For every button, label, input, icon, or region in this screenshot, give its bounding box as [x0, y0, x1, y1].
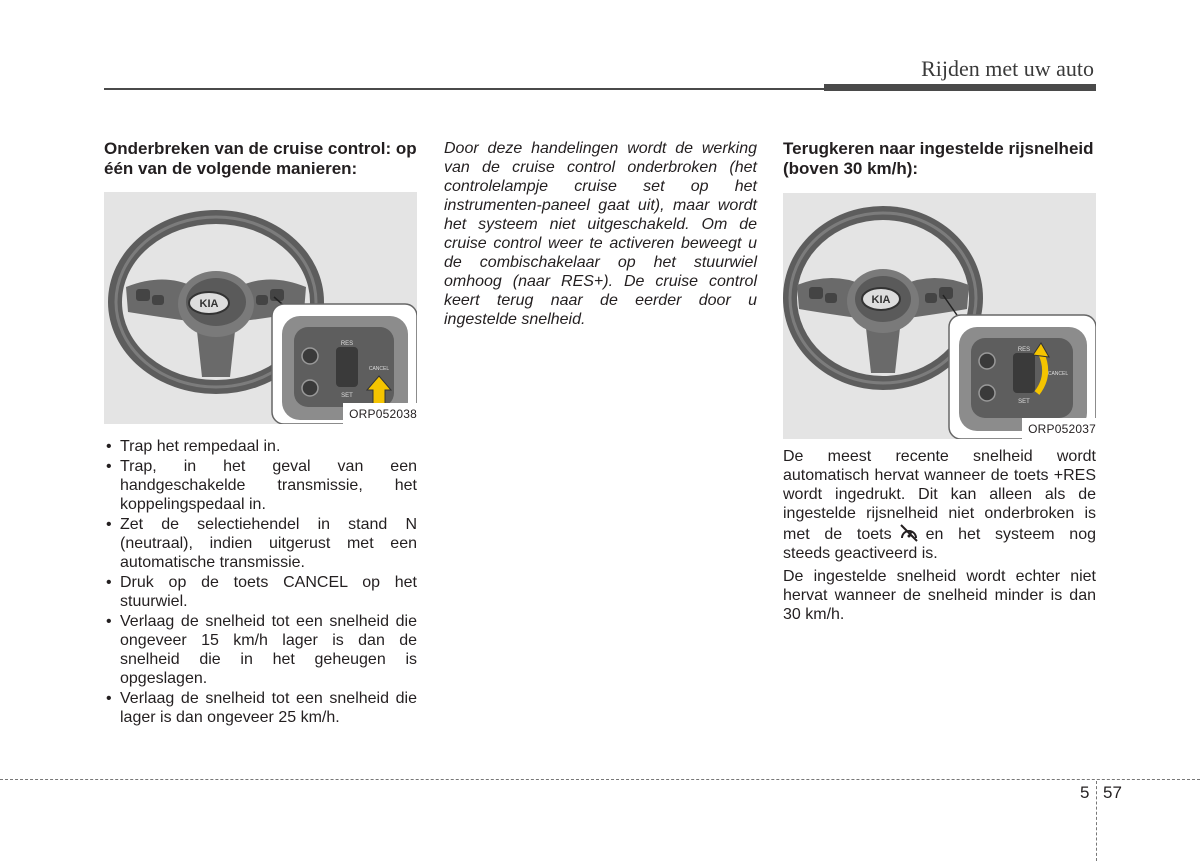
- cancel-label: CANCEL: [1047, 371, 1069, 377]
- heading-resume: Terugkeren naar ingestelde rijsnelheid (boven 30 km/h):: [783, 139, 1094, 178]
- kia-logo: KIA: [871, 294, 891, 306]
- column-left: [104, 139, 417, 728]
- section-number: 5: [1080, 783, 1090, 802]
- cruise-cancel-icon: [898, 523, 920, 543]
- resume-text-part2: en het systeem nog steeds geactiveerd is.: [783, 526, 1097, 562]
- interrupt-list: [104, 437, 417, 727]
- steering-wheel-illustration: [104, 192, 417, 424]
- footer-divider: [1096, 781, 1097, 861]
- list-item: • Trap, in het geval van een handgeschakelde transmissie, het koppelingspedaal in.: [104, 457, 417, 514]
- figure-code: ORP052038: [343, 403, 417, 424]
- header-rule-accent: [824, 84, 1096, 91]
- kia-logo: KIA: [199, 298, 219, 310]
- footer-rule: [0, 779, 1200, 780]
- list-item: • Verlaag de snelheid tot een snelheid die ongeveer 15 km/h lager is dan de snelheid die in het geheugen is opgeslagen.: [104, 612, 417, 688]
- steering-wheel-illustration: [783, 193, 1096, 439]
- resume-paragraph: [783, 447, 1096, 563]
- figure-code: ORP052037: [1022, 418, 1096, 439]
- res-label: RES: [1017, 347, 1031, 353]
- header-rule: [104, 88, 824, 90]
- cancel-label: CANCEL: [368, 366, 390, 372]
- resume-text-part1: De meest recente snelheid wordt automatisch hervat wanneer de toets +RES wordt ingedrukt. Dit kan alleen als de ingestelde rijsnelheid niet onderbroken is met de toets: [783, 448, 1096, 543]
- list-item: • Trap het rempedaal in.: [104, 437, 417, 456]
- set-label: SET: [341, 393, 353, 399]
- page-number: 57: [1103, 783, 1122, 802]
- list-item: • Verlaag de snelheid tot een snelheid die lager is dan ongeveer 25 km/h.: [104, 689, 417, 727]
- section-title: Rijden met uw auto: [921, 56, 1094, 81]
- figure-steering-cancel: [104, 192, 417, 424]
- column-right: [783, 139, 1096, 624]
- list-item: • Zet de selectiehendel in stand N (neutraal), indien uitgerust met een automatische transmissie.: [104, 515, 417, 572]
- set-label: SET: [1018, 399, 1030, 405]
- column-middle: [444, 139, 757, 329]
- figure-steering-resume: [783, 193, 1096, 439]
- resume-note: De ingestelde snelheid wordt echter niet hervat wanneer de snelheid minder is dan 30 km/h.: [783, 568, 1096, 623]
- italic-note: Door deze handelingen wordt de werking van de cruise control onderbroken (het controlelampje cruise set op het instrumenten-paneel gaat uit), maar wordt het systeem niet uitgeschakeld. Om de cruise control weer te activeren beweegt u de combischakelaar op het stuurwiel omhoog (naar RES+). De cruise control keert terug naar de eerder door u ingestelde snelheid.: [444, 140, 757, 328]
- res-label: RES: [340, 341, 354, 347]
- heading-interrupt: Onderbreken van de cruise control: op één van de volgende manieren:: [104, 139, 417, 178]
- list-item: • Druk op de toets CANCEL op het stuurwiel.: [104, 573, 417, 611]
